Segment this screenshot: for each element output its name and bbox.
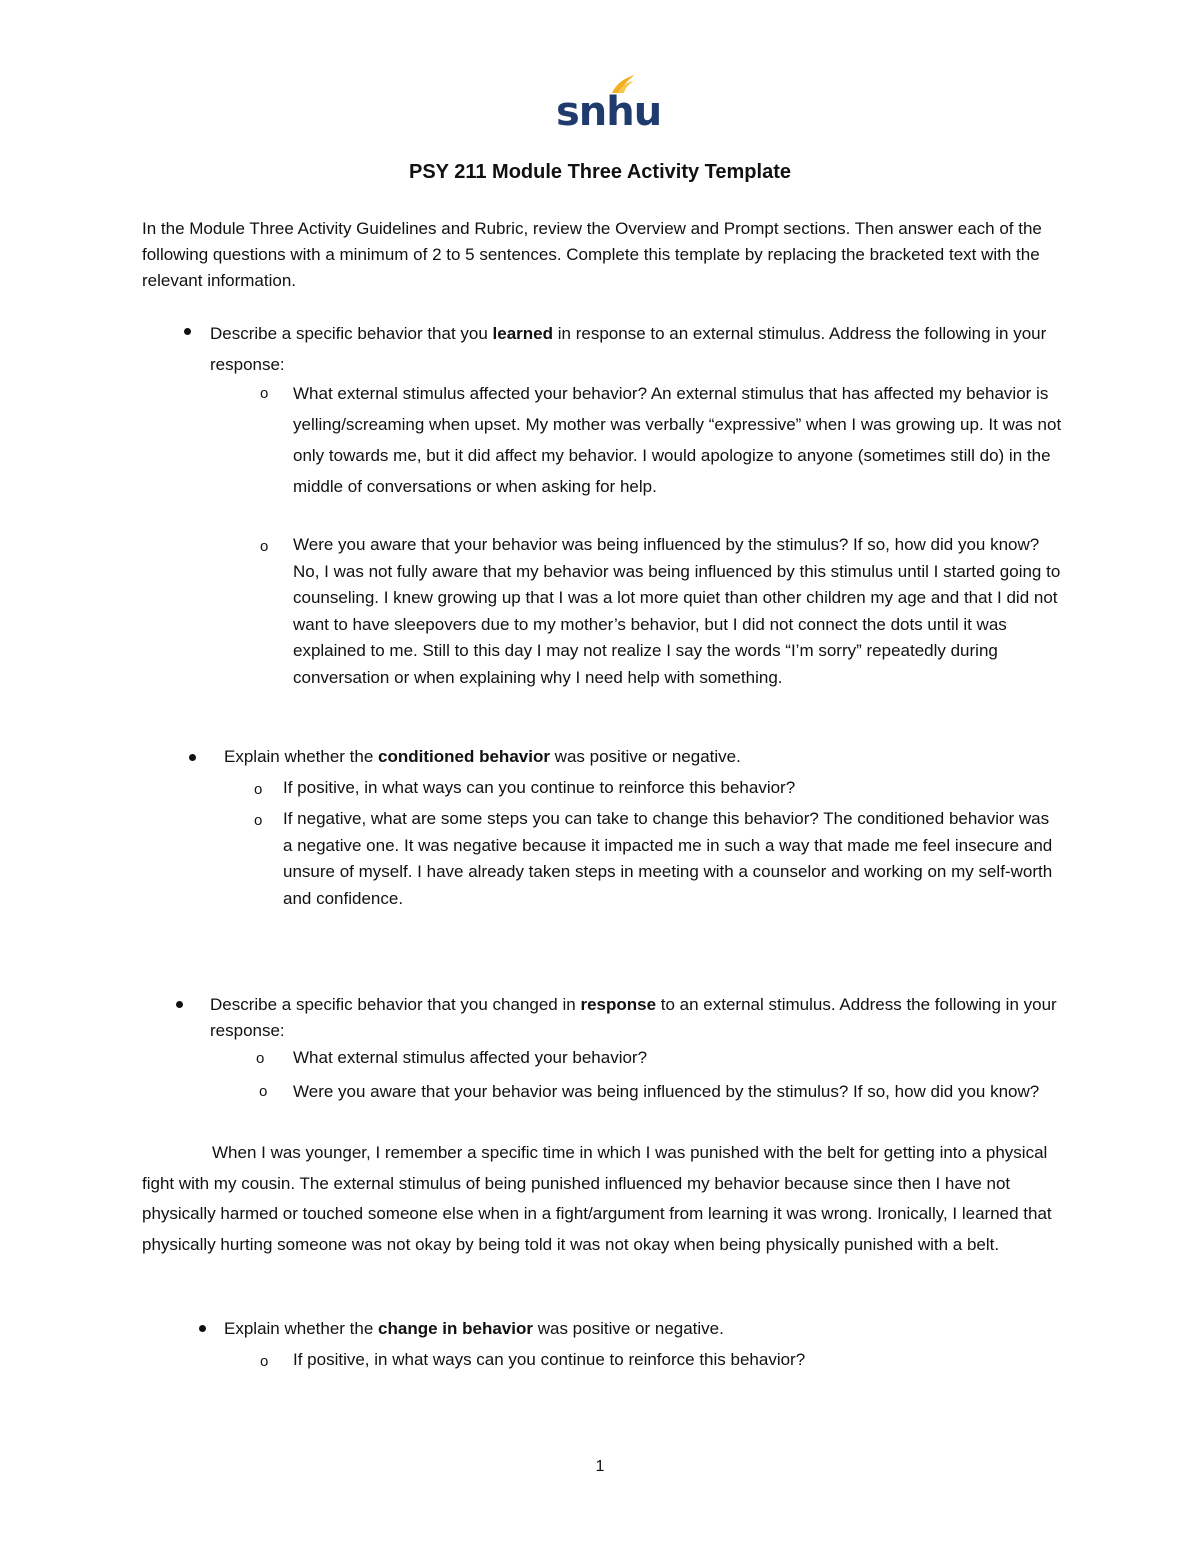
bullet-dot xyxy=(176,1001,183,1008)
sub-bullet-marker: o xyxy=(259,1083,268,1100)
section4-bullet: Explain whether the change in behavior was positive or negative. xyxy=(224,1319,724,1338)
section3-bullet: Describe a specific behavior that you changed in response to an external stimulus. Address the following in your response: xyxy=(210,995,1057,1040)
sub-bullet-marker: o xyxy=(254,781,263,798)
bullet-dot xyxy=(184,328,191,335)
section1-question2: Were you aware that your behavior was being influenced by the stimulus? If so, how did you know? No, I was not fully aware that my behavior was being influenced by this stimulus until I started going to counseling. I knew growing up that I was a lot more quiet than other children my age and that I did not want to have sleepovers due to my mother’s behavior, but I did not connect the dots until it was explained to me. Still to this day I may not realize I say the words “I’m sorry” repeatedly during conversation or when explaining why I need help with something. xyxy=(293,535,1061,687)
bullet-dot xyxy=(189,754,196,761)
intro-paragraph: In the Module Three Activity Guidelines and Rubric, review the Overview and Prompt sections. Then answer each of the following questions with a minimum of 2 to 5 sentences. Complete this template by replacing the bracketed text with the relevant information. xyxy=(142,219,1042,290)
section1-bullet: Describe a specific behavior that you learned in response to an external stimulus. Address the following in your response: xyxy=(210,324,1047,374)
sub-bullet-marker: o xyxy=(260,538,269,555)
section3-question2: Were you aware that your behavior was being influenced by the stimulus? If so, how did you know? xyxy=(293,1082,1040,1101)
section2-question2: If negative, what are some steps you can take to change this behavior? The conditioned behavior was a negative one. It was negative because it impacted me in such a way that made me feel insecure and unsure of myself. I have already taken steps in meeting with a counselor and working on my self-worth and confidence. xyxy=(283,809,1053,908)
section3-answer: When I was younger, I remember a specific time in which I was punished with the belt for getting into a physical fight with my cousin. The external stimulus of being punished influenced my behavior because since then I have not physically harmed or touched someone else when in a fight/argument from learning it was wrong. Ironically, I learned that physically hurting someone was not okay by being told it was not okay when being physically punished with a belt. xyxy=(142,1143,1052,1254)
sub-bullet-marker: o xyxy=(260,385,269,402)
bullet-dot xyxy=(199,1325,206,1332)
section2-bullet: Explain whether the conditioned behavior was positive or negative. xyxy=(224,747,741,766)
sub-bullet-marker: o xyxy=(254,812,263,829)
logo-text: snhu xyxy=(556,89,662,135)
page-number: 1 xyxy=(595,1458,605,1475)
section2-question1: If positive, in what ways can you continue to reinforce this behavior? xyxy=(283,778,796,797)
sub-bullet-marker: o xyxy=(256,1050,265,1067)
sub-bullet-marker: o xyxy=(260,1353,269,1370)
page-title: PSY 211 Module Three Activity Template xyxy=(409,161,791,183)
section1-question1: What external stimulus affected your behavior? An external stimulus that has affected my behavior is yelling/screaming when upset. My mother was verbally “expressive” when I was growing up. It was not only towards me, but it did affect my behavior. I would apologize to anyone (sometimes still do) in the middle of conversations or when asking for help. xyxy=(293,384,1062,496)
section4-question1: If positive, in what ways can you continue to reinforce this behavior? xyxy=(293,1350,806,1369)
snhu-logo xyxy=(556,74,662,135)
section3-question1: What external stimulus affected your behavior? xyxy=(293,1048,648,1067)
